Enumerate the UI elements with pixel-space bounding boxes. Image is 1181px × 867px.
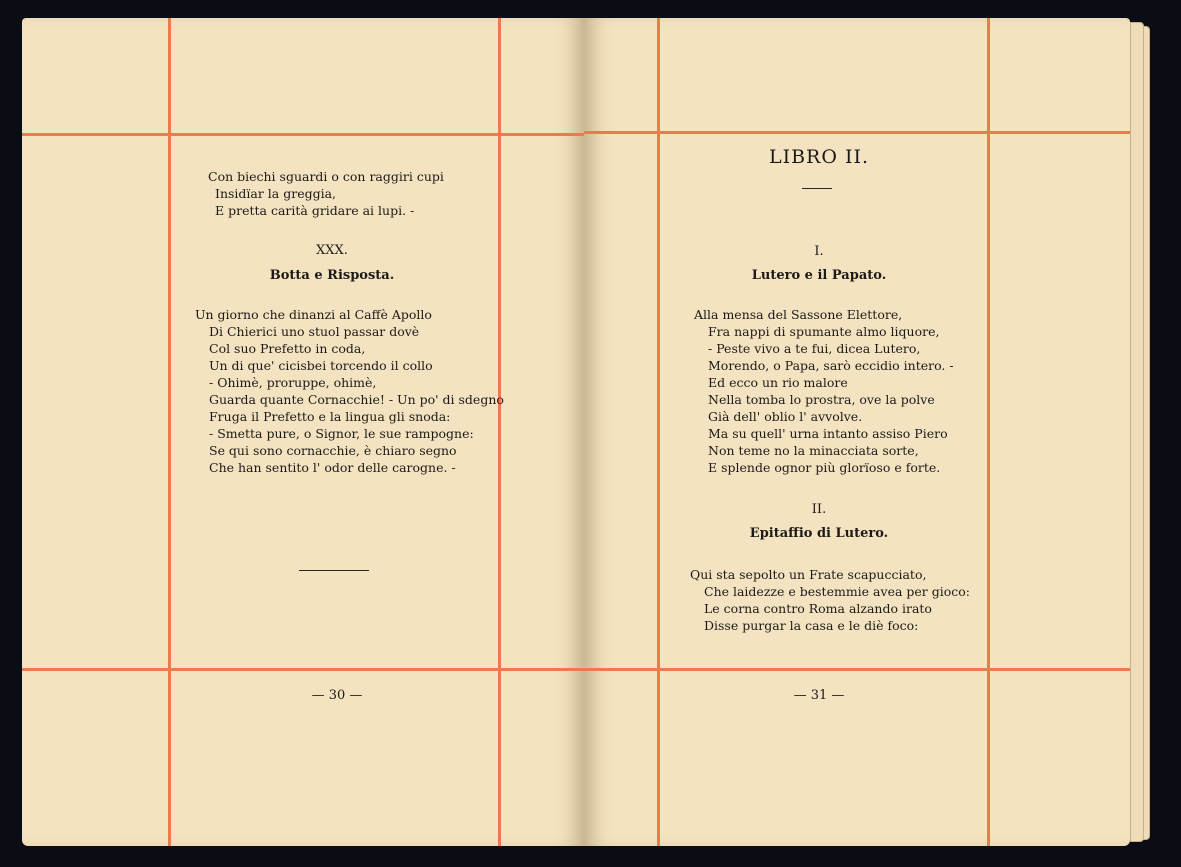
verse-line: Ed ecco un rio malore xyxy=(708,375,848,390)
red-vertical-rule xyxy=(168,18,171,846)
verse-line: Guarda quante Cornacchie! - Un po' di sdegno xyxy=(209,392,504,407)
verse-line: Col suo Prefetto in coda, xyxy=(209,341,366,356)
verse-line: Nella tomba lo prostra, ove la polve xyxy=(708,392,935,407)
verse-line: - Peste vivo a te fui, dicea Lutero, xyxy=(708,341,921,356)
poem-title: Botta e Risposta. xyxy=(269,268,395,283)
red-horizontal-rule xyxy=(22,668,584,671)
verse-line: Di Chierici uno stuol passar dovè xyxy=(209,324,420,339)
verse-line: Che han sentito l' odor delle carogne. - xyxy=(209,460,456,475)
verse-line: E splende ognor più glorïoso e forte. xyxy=(708,460,941,475)
verse-line: Disse purgar la casa e le diè foco: xyxy=(704,618,919,633)
verse-line: Ma su quell' urna intanto assiso Piero xyxy=(708,426,948,441)
red-horizontal-rule xyxy=(22,133,584,136)
verse-line: E pretta carità gridare ai lupi. - xyxy=(215,203,415,218)
verse-line: Le corna contro Roma alzando irato xyxy=(704,601,932,616)
poem-title: Epitaffio di Lutero. xyxy=(749,526,889,541)
red-vertical-rule xyxy=(987,18,990,846)
verse-line: Non teme no la minacciata sorte, xyxy=(708,443,919,458)
verse-line: Qui sta sepolto un Frate scapucciato, xyxy=(690,567,927,582)
verse-line: Un giorno che dinanzi al Caffè Apollo xyxy=(195,307,432,322)
verse-line: - Smetta pure, o Signor, le sue rampogne: xyxy=(209,426,474,441)
poem-number: II. xyxy=(811,502,827,517)
poem-number: XXX. xyxy=(316,243,348,258)
left-page xyxy=(22,18,584,846)
verse-line: - Ohimè, proruppe, ohimè, xyxy=(209,375,377,390)
verse-line: Se qui sono cornacchie, è chiaro segno xyxy=(209,443,457,458)
poem-text xyxy=(690,566,970,634)
book-title: LIBRO II. xyxy=(768,146,870,168)
verse-line: Insidïar la greggia, xyxy=(215,186,337,201)
page-number: — 30 — xyxy=(311,688,363,703)
title-divider xyxy=(802,188,832,189)
page-number: — 31 — xyxy=(793,688,845,703)
verse-line: Fra nappi di spumante almo liquore, xyxy=(708,324,940,339)
opening-stanza xyxy=(208,168,444,219)
verse-line: Con biechi sguardi o con raggiri cupi xyxy=(208,169,444,184)
red-horizontal-rule xyxy=(584,131,1130,134)
red-horizontal-rule xyxy=(584,668,1130,671)
verse-line: Già dell' oblio l' avvolve. xyxy=(708,409,863,424)
verse-line: Fruga il Prefetto e la lingua gli snoda: xyxy=(209,409,451,424)
poem-text xyxy=(694,306,954,476)
poem-text xyxy=(195,306,504,476)
page-edge xyxy=(1130,22,1144,842)
verse-line: Un di que' cicisbei torcendo il collo xyxy=(209,358,433,373)
poem-title: Lutero e il Papato. xyxy=(751,268,887,283)
red-vertical-rule xyxy=(657,18,660,846)
section-divider xyxy=(299,570,369,571)
right-page xyxy=(584,18,1130,846)
poem-number: I. xyxy=(814,244,824,259)
verse-line: Che laidezze e bestemmie avea per gioco: xyxy=(704,584,971,599)
verse-line: Morendo, o Papa, sarò eccidio intero. - xyxy=(708,358,954,373)
verse-line: Alla mensa del Sassone Elettore, xyxy=(694,307,903,322)
